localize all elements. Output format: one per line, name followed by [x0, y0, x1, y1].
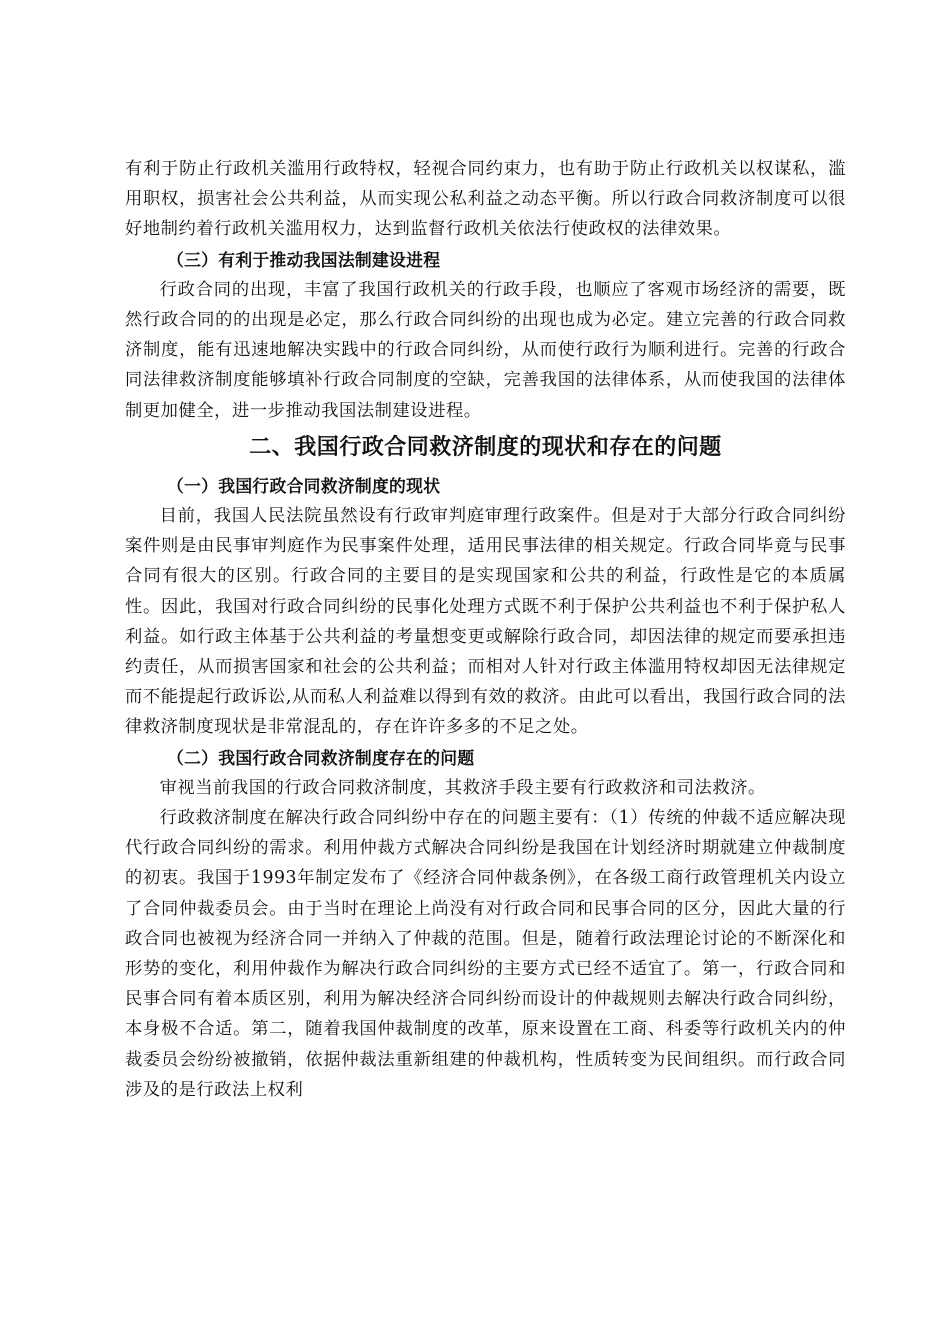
body-paragraph: 审视当前我国的行政合同救济制度，其救济手段主要有行政救济和司法救济。 [159, 777, 766, 798]
body-paragraph: 目前，我国人民法院虽然设有行政审判庭审理行政案件。但是对于大部分行政合同纠纷案件则是由民事审判庭作为民事案件处理，适用民事法律的相关规定。行政合同毕竟与民事合同有很大的区别。行政合同的主要目的是实现国家和公共的利益，行政性是它的本质属性。因此，我国对行政合同纠纷的民事化处理方式既不利于保护公共利益也不利于保护私人利益。如行政主体基于公共利益的考量想变更或解除行政合同，却因法律的规定而要承担违约责任，从而损害国家和社会的公共利益；而相对人针对行政主体滥用特权却因无法律规定而不能提起行政诉讼,从而私人利益难以得到有效的救济。由此可以看出，我国行政合同的法律救济制度现状是非常混乱的，存在许许多多的不足之处。 [125, 506, 846, 738]
continuation-paragraph: 有利于防止行政机关滥用行政特权，轻视合同约束力，也有助于防止行政机关以权谋私，滥用职权，损害社会公共利益，从而实现公私利益之动态平衡。所以行政合同救济制度可以很好地制约着行政机关滥用权力，达到监督行政机关依法行使政权的法律效果。 [125, 159, 846, 240]
subsection-heading: （二）我国行政合同救济制度存在的问题 [167, 747, 475, 768]
section-heading: 二、我国行政合同救济制度的现状和存在的问题 [249, 434, 722, 460]
subsection-heading: （一）我国行政合同救济制度的现状 [167, 475, 441, 496]
document-page [125, 154, 846, 1105]
body-paragraph: 行政救济制度在解决行政合同纠纷中存在的问题主要有：（1）传统的仲裁不适应解决现代行政合同纠纷的需求。利用仲裁方式解决合同纠纷是我国在计划经济时期就建立仲裁制度的初衷。我国于1993年制定发布了《经济合同仲裁条例》，在各级工商行政管理机关内设立了合同仲裁委员会。由于当时在理论上尚没有对行政合同和民事合同的区分，因此大量的行政合同也被视为经济合同一并纳入了仲裁的范围。但是，随着行政法理论讨论的不断深化和形势的变化，利用仲裁作为解决行政合同纠纷的主要方式已经不适宜了。第一，行政合同和民事合同有着本质区别，利用为解决经济合同纠纷而设计的仲裁规则去解决行政合同纠纷，本身极不合适。第二，随着我国仲裁制度的改革，原来设置在工商、科委等行政机关内的仲裁委员会纷纷被撤销，依据仲裁法重新组建的仲裁机构，性质转变为民间组织。而行政合同涉及的是行政法上权利 [125, 808, 846, 1100]
body-paragraph: 行政合同的出现，丰富了我国行政机关的行政手段，也顺应了客观市场经济的需要，既然行政合同的的出现是必定，那么行政合同纠纷的出现也成为必定。建立完善的行政合同救济制度，能有迅速地解决实践中的行政合同纠纷，从而使行政行为顺利进行。完善的行政合同法律救济制度能够填补行政合同制度的空缺，完善我国的法律体系，从而使我国的法律体制更加健全，进一步推动我国法制建设进程。 [125, 279, 846, 421]
subsection-heading: （三）有利于推动我国法制建设进程 [167, 249, 441, 270]
